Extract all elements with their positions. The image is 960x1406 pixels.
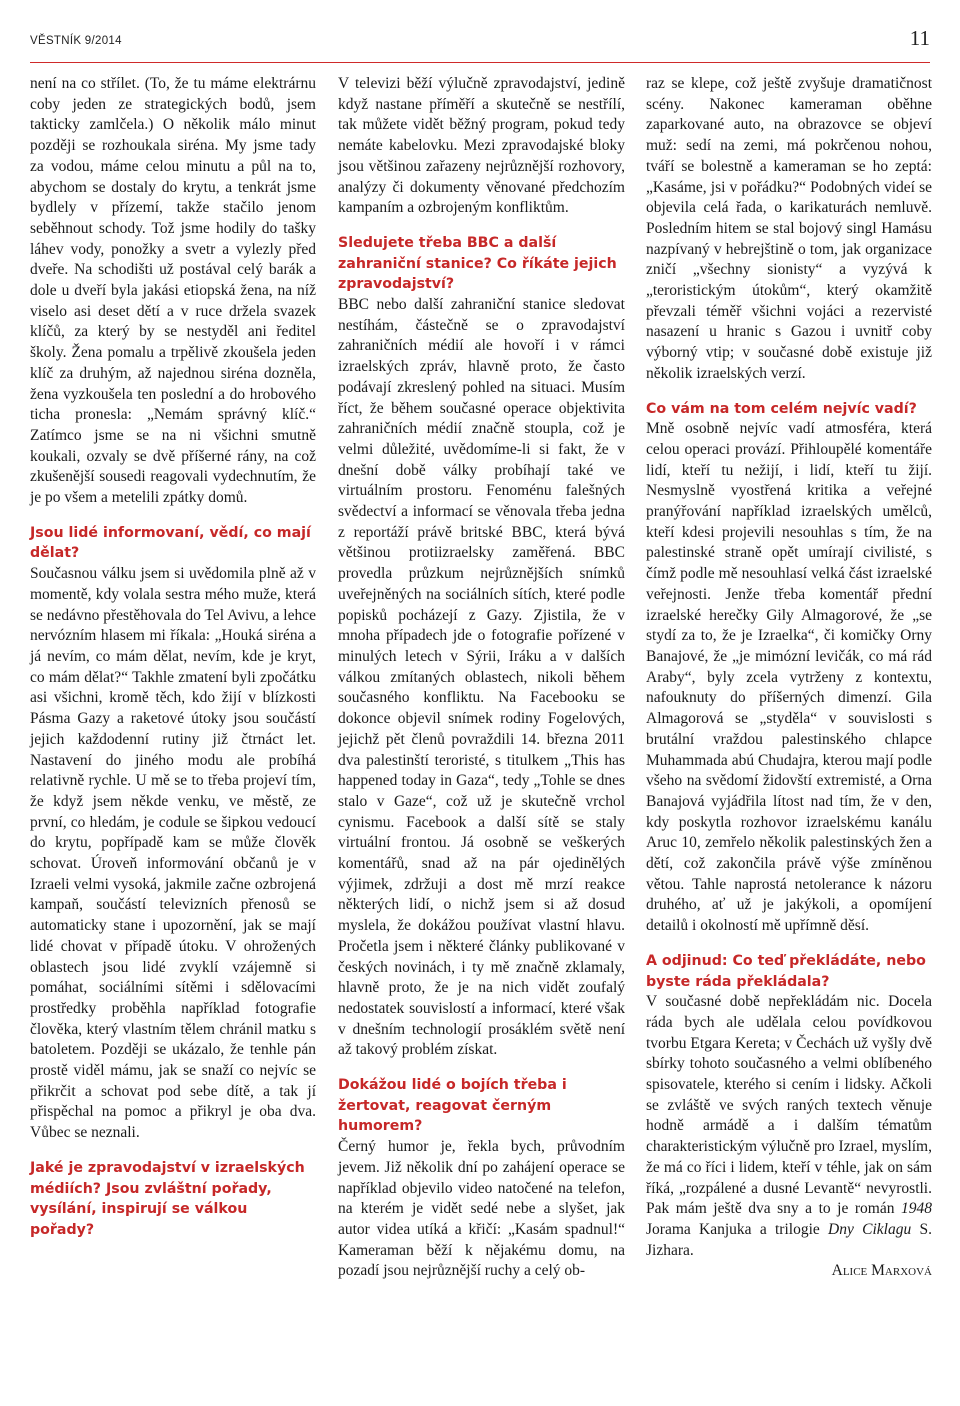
question-heading: Dokážou lidé o bojích třeba i žertovat, reagovat černým humorem? — [338, 1077, 567, 1135]
question-heading: A odjinud: Co teď překládáte, nebo byste ráda překládala? — [646, 952, 926, 990]
journal-title: VĚSTNÍK 9/2014 — [30, 35, 122, 47]
paragraph: není na co střílet. (To, že tu máme elektrárnu coby jeden ze strategických bodů, jsem takticky zamlčela.) O několik málo minut později se rozhoukala siréna. My jsme tady za vodou, máme celou minutu a půl na to, abychom se dostaly do krytu, a tenkrát jsme bydlely v přízemí, takže stačilo jenom seběhnout schody. Tož jsme hodily do tašky láhev vody, ponožky a svetr a vylezly před dveře. Na schodišti už postával celý barák a dole u dveří byla jakási etiopská žena, na níž viselo asi deset dětí a v ruce držela svazek klíčů, za který by se nestyděl ani ředitel školy. Žena pomalu a trpělivě zkoušela jeden klíč za druhým, až najednou siréna dozněla, žena vyzkoušela ten poslední a do hrobového ticha pronesla: „Nemám správný klíč.“ Zatímco jsme se na ni všichni smutně koukali, ozvaly se dvě příšerné rány, na což zkušenější sousedi reagovali vydechnutím, že je po všem a metelili zpátky domů. — [30, 75, 316, 507]
question-heading: Co vám na tom celém nejvíc vadí? — [646, 400, 917, 417]
question-heading: Jsou lidé informovaní, vědí, co mají dělat? — [30, 524, 311, 562]
author-signature: Alice Marxová — [831, 1262, 932, 1280]
text-run: Jorama Kanjuka a trilogie — [646, 1220, 829, 1238]
text-run: V současné době nepřekládám nic. Docela ráda bych ale udělala celou povídkovou tvorbu Etgara Kereta; v Čechách už vyšly dvě sbírky tohoto současného a velmi oblíbeného spisovatele, kterého si cením i lidsky. Ačkoli se zvláště ve svých raných textech věnuje hodně armádě a i dalším tématům charakteristickým výlučně pro Izrael, myslím, že má co říci i lidem, kteří v téhle, jak on sám říká, „rozpálené a dusné Levantě“ nevyrostli. Pak mám ještě dva sny a to je román — [646, 993, 932, 1218]
paragraph: V televizi běží výlučně zpravodajství, jedině když nastane příměří a skutečně se nestřílí, tak můžete vidět běžný program, pokud tedy nemáte kabelovku. Mezi zpravodajské bloky jsou většinou zařazeny nejrůznější rozhovory, analýzy či dokumenty věnované předchozím kampaním a ozbrojeným konfliktům. — [338, 75, 625, 217]
column-1 — [30, 74, 316, 1241]
paragraph: Černý humor je, řekla bych, průvodním jevem. Již několik dní po zahájení operace se například objevilo video natočené na telefon, na kterém je vidět sedé nebe a slyšet, jak autor videa utíká a křičí: „Kasám spadnul!“ Kameraman běží k nějakému domu, na pozadí jsou nejrůznější ruchy a celý ob- — [338, 1138, 625, 1280]
paragraph: Mně osobně nejvíc vadí atmosféra, která celou operaci provází. Přihloupělé komentáře lidí, kteří tu nežijí, i lidí, kteří tu žijí. Nesmyslně vyostřená kritika a veřejné pranýřování například izraelských umělců, kteří kdesi projevili nesouhlas s tím, že na palestinské straně opět umírají civilisté, s čímž podle mě nesouhlasí velká část izraelské veřejnosti. Jenže třeba komentář přední izraelské herečky Gily Almagorové, že „se stydí za to, že je Izraelka“, či komičky Orny Banajové, že „je mimózní levičák, co má rád Araby“, byly zcela vytrženy z kontextu, nafouknuty do příšerných dimenzí. Gila Almagorová se „styděla“ v souvislosti s brutální vraždou palestinského chlapce Muhammada abú Chudajra, kterou mají podle všeho na svědomí židovští extremisté, a Orna Banajová vyjádřila lítost nad tím, že v den, kdy poskytla rozhovor izraelskému kanálu Aruc 10, zemřelo několik palestinských žen a dětí, což zakončila právě výše zmíněnou větou. Tahle naprostá netolerance k názoru druhého, ať už je jakýkoli, a opomíjení detailů i okolností mě upřímně děsí. — [646, 420, 932, 935]
page-header — [30, 26, 930, 63]
question-heading: Jaké je zpravodajství v izraelských médiích? Jsou zvláštní pořady, vysílání, inspirují se válkou pořady? — [30, 1159, 305, 1238]
page-number: 11 — [909, 26, 930, 50]
book-title: 1948 — [901, 1200, 932, 1218]
book-title: Dny Ciklagu — [828, 1220, 912, 1238]
column-2 — [338, 74, 625, 1282]
question-heading: Sledujete třeba BBC a další zahraniční stanice? Co říkáte jejich zpravodajství? — [338, 234, 617, 293]
column-3 — [646, 74, 932, 1282]
paragraph: Současnou válku jsem si uvědomila plně až v momentě, kdy volala sestra mého muže, která se nedávno přestěhovala do Tel Avivu, a lehce nervózním hlasem mi říkala: „Houká siréna a já nevím, co mám dělat, nevím, kde je kryt, co mám dělat?“ Takhle zmatení byli zpočátku asi všichni, kromě těch, kdo žijí v blízkosti Pásma Gazy a raketové útoky jsou součástí jejich každodenní rutiny již čtrnáct let. Nastavení do jiného modu ale probíhá relativně rychle. U mě se to třeba projeví tím, že když jsem někde venku, ve městě, ze první, co hledám, je codule se šipkou vedoucí do krytu, popřípadě kam se může člověk schovat. Úroveň informování občanů je v Izraeli velmi vysoká, jakmile začne ozbrojená kampaň, součástí televizních přenosů se automaticky stane i upozornění, jak se mají lidé chovat v případě útoku. V ohrožených oblastech jsou lidé zvyklí vzájemně si pomáhat, sociálními sítěmi i sdělovacími prostředky proběhla například fotografie člověka, který vlastním tělem chránil matku s batoletem. Později se ukázalo, že tenhle pán prostě viděl mámu, jak se snaží co nejvíc se přikrčit a schovat pod sebe dítě, a tak jí přispěchal na pomoc a přikryl je oba dva. Vůbec se neznali. — [30, 565, 316, 1142]
paragraph: raz se klepe, což ještě zvyšuje dramatičnost scény. Nakonec kameraman oběhne zaparkované auto, na obrazovce se objeví muž: sedí na zemi, má pokrčenou nohou, tváří se bolestně a kameraman se ho zeptá: „Kasáme, jsi v pořádku?“ Podobných videí se objevila celá řada, o karikaturách nemluvě. Posledním hitem se stal bojový singl Hamásu nazpívaný v hebrejštině o tom, jak organizace zničí „všechny sionisty“ a vyzývá k „teroristickým útokům“, který okamžitě převzali téměř všichni vojáci a rezervisté nasazení u hranic s Gazou i uvnitř coby výborný vtip; v současné době existuje již několik izraelských verzí. — [646, 75, 932, 382]
paragraph — [646, 992, 932, 1282]
text-run: S. Jizhara. — [646, 1220, 932, 1259]
paragraph: BBC nebo další zahraniční stanice sledovat nestíhám, částečně se o zpravodajství zahraničních médií ale hovoří i v rámci izraelských zpráv, hlavně proto, že často podávají zkreslený pohled na situaci. Musím říct, že během současné operace objektivita zahraničních médií značně stoupla, což je velmi důležité, uvědomíme-li si fakt, že v dnešní době války probíhají také ve virtuálním prostoru. Fenoménu falešných svědectví a informací se věnovala třeba jedna z reportáží právě britské BBC, která bývá většinou protiizraelsky zaměřená. BBC provedla průzkum nejrůznějších snímků uveřejněných na sociálních sítích, které podle popisků pocházejí z Gazy. Zjistila, že v mnoha případech jde o fotografie pořízené v minulých letech v Sýrii, Iráku a v dalších válkou zmítaných oblastech, nikoli během současného konfliktu. Na Facebooku se dokonce objevil snímek rodiny Fogelových, jejichž pět členů povraždili 14. března 2011 dva palestinští teroristé, s titulkem „This has happened today in Gaza“, tedy „Tohle se dnes stalo v Gaze“, což už je skutečně vrchol cynismu. Facebook a další sítě se staly virtuální frontou. Já osobně se veškerých komentářů, snad až na pár ojedinělých výjimek, zdržuji a dost mě mrzí reakce některých lidí, o nichž jsem si až dosud myslela, že dokážou používat vlastní hlavu. Pročetla jsem i některé články publikované v českých novinách, i ty mě značně zklamaly, hlavně proto, že je na nich vidět zoufalý nedostatek souvislostí a informací, které však v dnešním technologií prosáklém světě není až takový problém získat. — [338, 296, 625, 1059]
